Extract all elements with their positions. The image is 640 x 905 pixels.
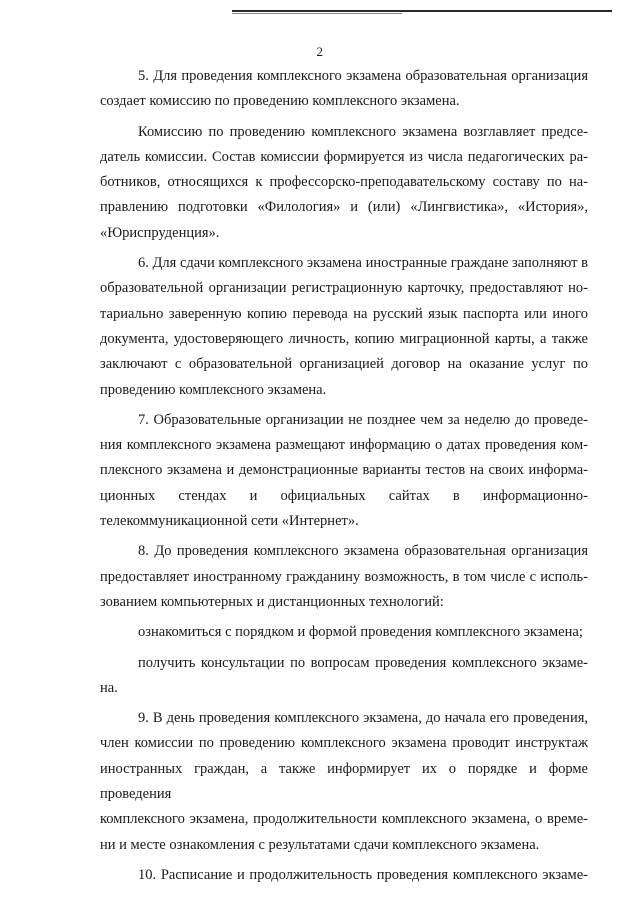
text-line: датель комиссии. Состав комиссии формируется из числа педагогических ра- — [100, 148, 588, 165]
paragraph-10 — [100, 863, 588, 888]
text-line: тариально заверенную копию перевода на русский язык паспорта или иного — [100, 305, 588, 322]
text-line: 7. Образовательные организации не позднее чем за неделю до проведе- — [138, 411, 588, 428]
text-line: 6. Для сдачи комплексного экзамена иностранные граждане заполняют в — [138, 255, 588, 272]
text-line: плексного экзамена и демонстрационные варианты тестов на своих информа- — [100, 462, 588, 479]
text-line: ционных стендах и официальных сайтах в информационно- — [100, 487, 588, 504]
text-line: Комиссию по проведению комплексного экзамена возглавляет предсе- — [138, 123, 588, 140]
paragraph-5 — [100, 64, 588, 115]
paragraph-7 — [100, 408, 588, 534]
scan-top-rule — [232, 10, 612, 12]
text-line: 9. В день проведения комплексного экзамена, до начала его проведения, — [138, 710, 588, 727]
paragraph-commission — [100, 120, 588, 246]
page-number: 2 — [316, 44, 324, 59]
text-line: документа, удостоверяющего личность, копию миграционной карты, а также — [100, 330, 588, 347]
paragraph-6 — [100, 251, 588, 403]
text-line: образовательной организации регистрационную карточку, предоставляют но- — [100, 280, 588, 297]
text-line: получить консультации по вопросам проведения комплексного экзаме- — [138, 654, 588, 671]
text-line: член комиссии по проведению комплексного экзамена проводит инструктаж — [100, 735, 588, 752]
text-line: ния комплексного экзамена размещают информацию о датах проведения ком- — [100, 437, 588, 454]
text-line: проведению комплексного экзамена. — [100, 381, 327, 398]
paragraph-9 — [100, 706, 588, 858]
paragraph-8-item-1 — [100, 620, 588, 645]
text-line: создает комиссию по проведению комплексного экзамена. — [100, 93, 460, 110]
text-line: на. — [100, 679, 118, 696]
text-line: зованием компьютерных и дистанционных технологий: — [100, 593, 444, 610]
text-line: предоставляет иностранному гражданину возможность, в том числе с исполь- — [100, 568, 588, 585]
text-line: «Юриспруденция». — [100, 224, 220, 241]
text-line: 10. Расписание и продолжительность проведения комплексного экзаме- — [138, 866, 588, 883]
text-line: иностранных граждан, а также информирует их о порядке и форме проведения — [100, 760, 588, 803]
body-text — [100, 64, 588, 888]
paragraph-8 — [100, 539, 588, 615]
paragraph-8-item-2 — [100, 651, 588, 702]
text-line: комплексного экзамена, продолжительности комплексного экзамена, о време- — [100, 811, 588, 828]
text-line: заключают с образовательной организацией договор на оказание услуг по — [100, 356, 588, 373]
text-line: правлению подготовки «Филология» и (или) «Лингвистика», «История», — [100, 199, 588, 216]
text-line: ни и месте ознакомления с результатами сдачи комплексного экзамена. — [100, 836, 540, 853]
text-line: ознакомиться с порядком и формой проведения комплексного экзамена; — [138, 624, 583, 641]
text-line: 8. До проведения комплексного экзамена образовательная организация — [138, 543, 588, 560]
text-line: телекоммуникационной сети «Интернет». — [100, 513, 359, 530]
text-line: ботников, относящихся к профессорско-преподавательскому составу по на- — [100, 174, 588, 191]
text-line: 5. Для проведения комплексного экзамена образовательная организация — [138, 68, 588, 84]
